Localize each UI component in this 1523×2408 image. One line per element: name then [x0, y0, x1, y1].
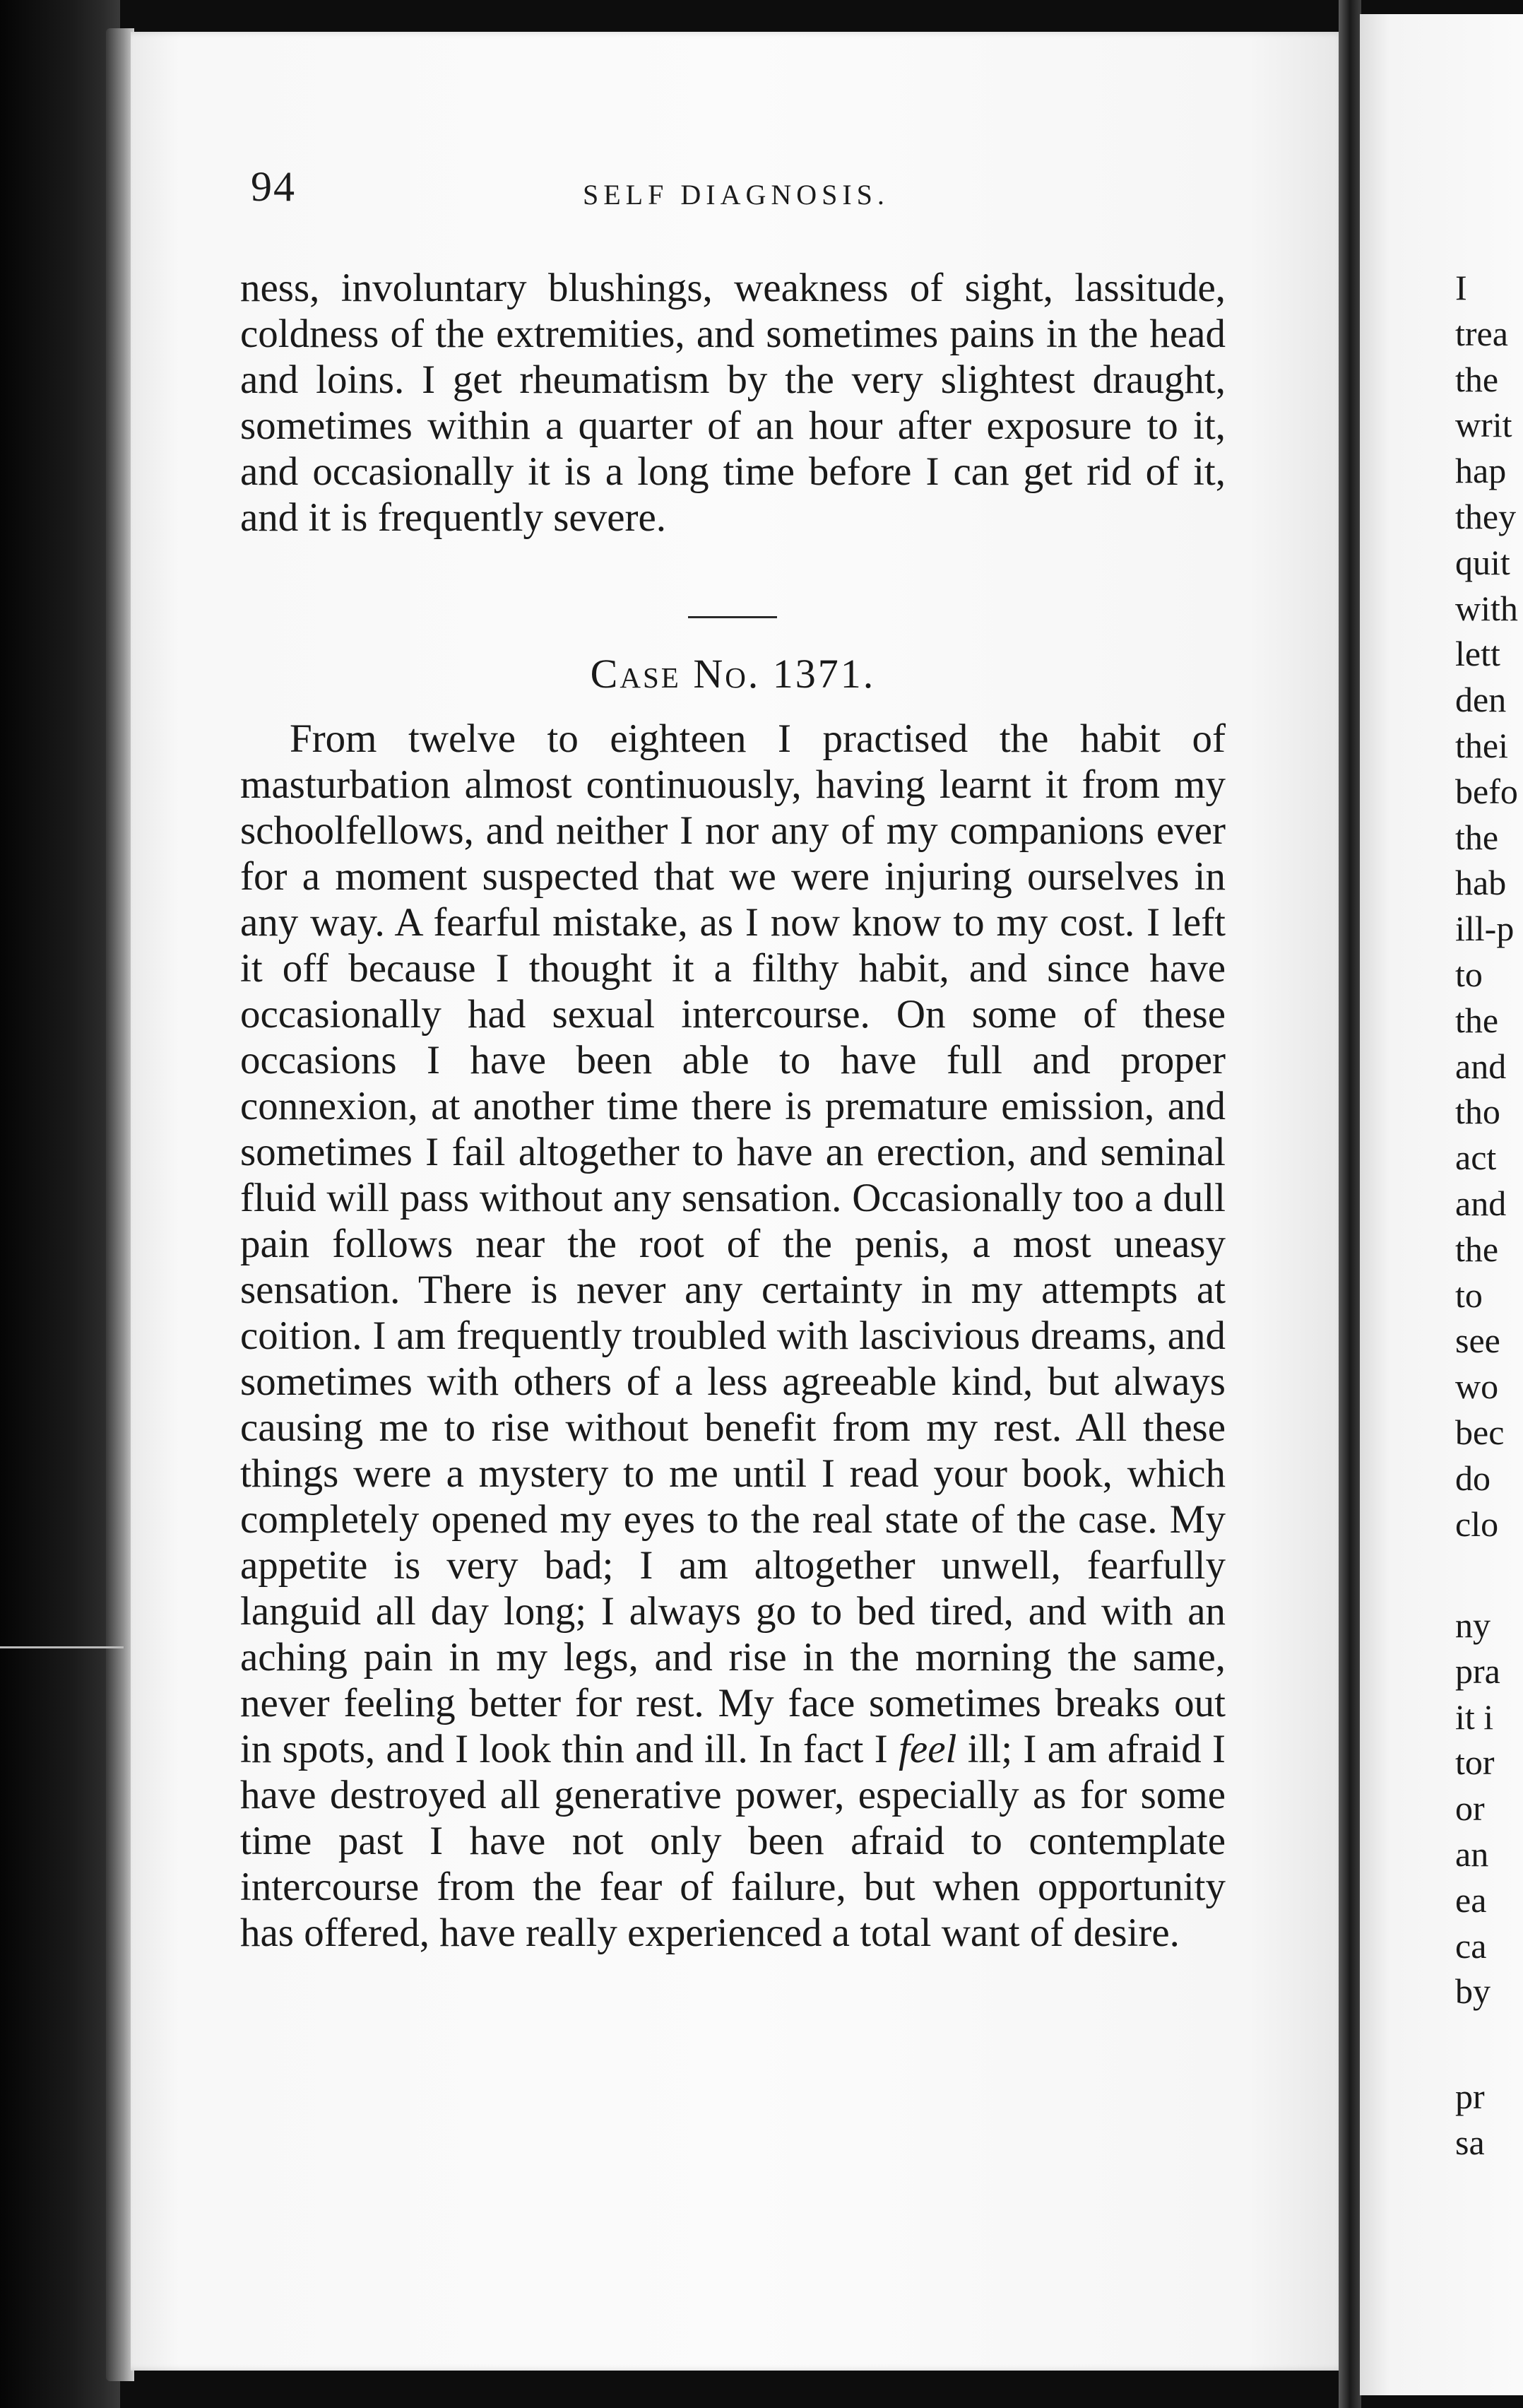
running-title: SELF DIAGNOSIS. [583, 179, 889, 211]
page-number: 94 [251, 163, 296, 210]
case-paragraph [240, 716, 1226, 1956]
facing-page-fragment: ny [1455, 1605, 1491, 1645]
facing-page-fragment: and [1455, 1046, 1507, 1086]
facing-page-fragment: bec [1455, 1412, 1505, 1452]
facing-page-fragment: befo [1455, 771, 1518, 811]
case-text-italic: feel [899, 1727, 957, 1771]
facing-page-fragment: thei [1455, 725, 1508, 765]
case-text-part-1: From twelve to eighteen I practised the habit of masturbation almost continuously, having learnt it from my schoolfellows, and neither I nor any of my companions ever for a moment suspected that we were injuring ourselves in any way. A fearful mistake, as I now know to my cost. I left it off because I thought it a filthy habit, and since have occasionally had sexual intercourse. On some of these occasions I have been able to have full and proper connexion, at another time there is premature emission, and sometimes I fail altogether to have an erection, and seminal fluid will pass without any sensation. Occasionally too a dull pain follows near the root of the penis, a most uneasy sensation. There is never any certainty in my attempts at coition. I am frequently troubled with lascivious dreams, and sometimes with others of a less agreeable kind, but always causing me to rise without benefit from my rest. All these things were a mystery to me until I read your book, which completely opened my eyes to the real state of the case. My appetite is very bad; I am altogether unwell, fearfully languid all day long; I always go to bed tired, and with an aching pain in my legs, and rise in the morning the same, never feeling better for rest. My face sometimes breaks out in spots, and I look thin and ill. In fact I [240, 716, 1226, 1771]
facing-page-fragment: the [1455, 817, 1499, 857]
facing-page-fragment: an [1455, 1834, 1489, 1874]
facing-page-fragment: lett [1455, 634, 1500, 674]
running-head [251, 163, 1240, 219]
facing-page-fragment: den [1455, 680, 1507, 720]
facing-page-fragment: and [1455, 1183, 1507, 1223]
facing-page-fragment: pr [1455, 2077, 1485, 2116]
book-edge-shadow [0, 0, 120, 2408]
facing-page-fragment: hap [1455, 451, 1507, 491]
binding-mark [0, 1646, 124, 1648]
facing-page-fragment: with [1455, 588, 1518, 628]
facing-page-fragment: hab [1455, 863, 1507, 903]
facing-page-fragment: the [1455, 359, 1499, 399]
facing-page-fragment: see [1455, 1321, 1500, 1361]
facing-page-fragment: they [1455, 496, 1517, 536]
facing-page-fragment: I [1455, 268, 1467, 307]
facing-page-fragments-1 [1455, 265, 1523, 1547]
facing-page-fragment: or [1455, 1788, 1485, 1829]
section-divider-rule [688, 616, 777, 618]
facing-page-fragment: clo [1455, 1504, 1499, 1544]
facing-page-fragment: pra [1455, 1651, 1500, 1691]
book-gutter [1339, 0, 1361, 2408]
facing-page-fragment: ill-p [1455, 909, 1515, 949]
case-heading: Case No. 1371. [590, 651, 876, 697]
case-text-part-2: ill; I am afraid I have destroyed all generative power, especially as for some time past I have not only been afraid to contemplate intercourse from the fear of failure, but when opportunity has offered, have really experienced a total want of desire. [240, 1727, 1226, 1955]
facing-page-fragment: sa [1455, 2122, 1485, 2162]
facing-page-fragments-3 [1455, 2074, 1523, 2166]
facing-page-fragment: ea [1455, 1879, 1487, 1920]
facing-page-fragment: do [1455, 1458, 1491, 1498]
facing-page-fragment: tho [1455, 1092, 1500, 1132]
facing-page-fragment: to [1455, 1275, 1483, 1315]
facing-page-fragment: the [1455, 1000, 1499, 1040]
continued-paragraph: ness, involuntary blushings, weakness of sight, lassitude, coldness of the extremities, and sometimes pains in the head and loins. I get rheumatism by the very slightest draught, sometimes within a quarter of an hour after exposure to it, and occasionally it is a long time before I can get rid of it, and it is frequently severe. [240, 266, 1226, 540]
facing-page-fragment: trea [1455, 313, 1508, 353]
facing-page-fragment: by [1455, 1971, 1491, 2012]
facing-page-fragment: wo [1455, 1367, 1499, 1407]
facing-page-fragment: tor [1455, 1742, 1495, 1783]
facing-page-fragment: writ [1455, 405, 1512, 445]
facing-page-fragment: act [1455, 1138, 1497, 1178]
facing-page-fragment: the [1455, 1229, 1499, 1269]
facing-page-fragment: ca [1455, 1925, 1487, 1966]
facing-page-fragment: to [1455, 954, 1483, 994]
facing-page-fragment: quit [1455, 542, 1510, 582]
facing-page-fragments-2 [1455, 1603, 1523, 2014]
page-stack-edge [106, 28, 134, 2381]
facing-page-fragment: it i [1455, 1696, 1494, 1737]
